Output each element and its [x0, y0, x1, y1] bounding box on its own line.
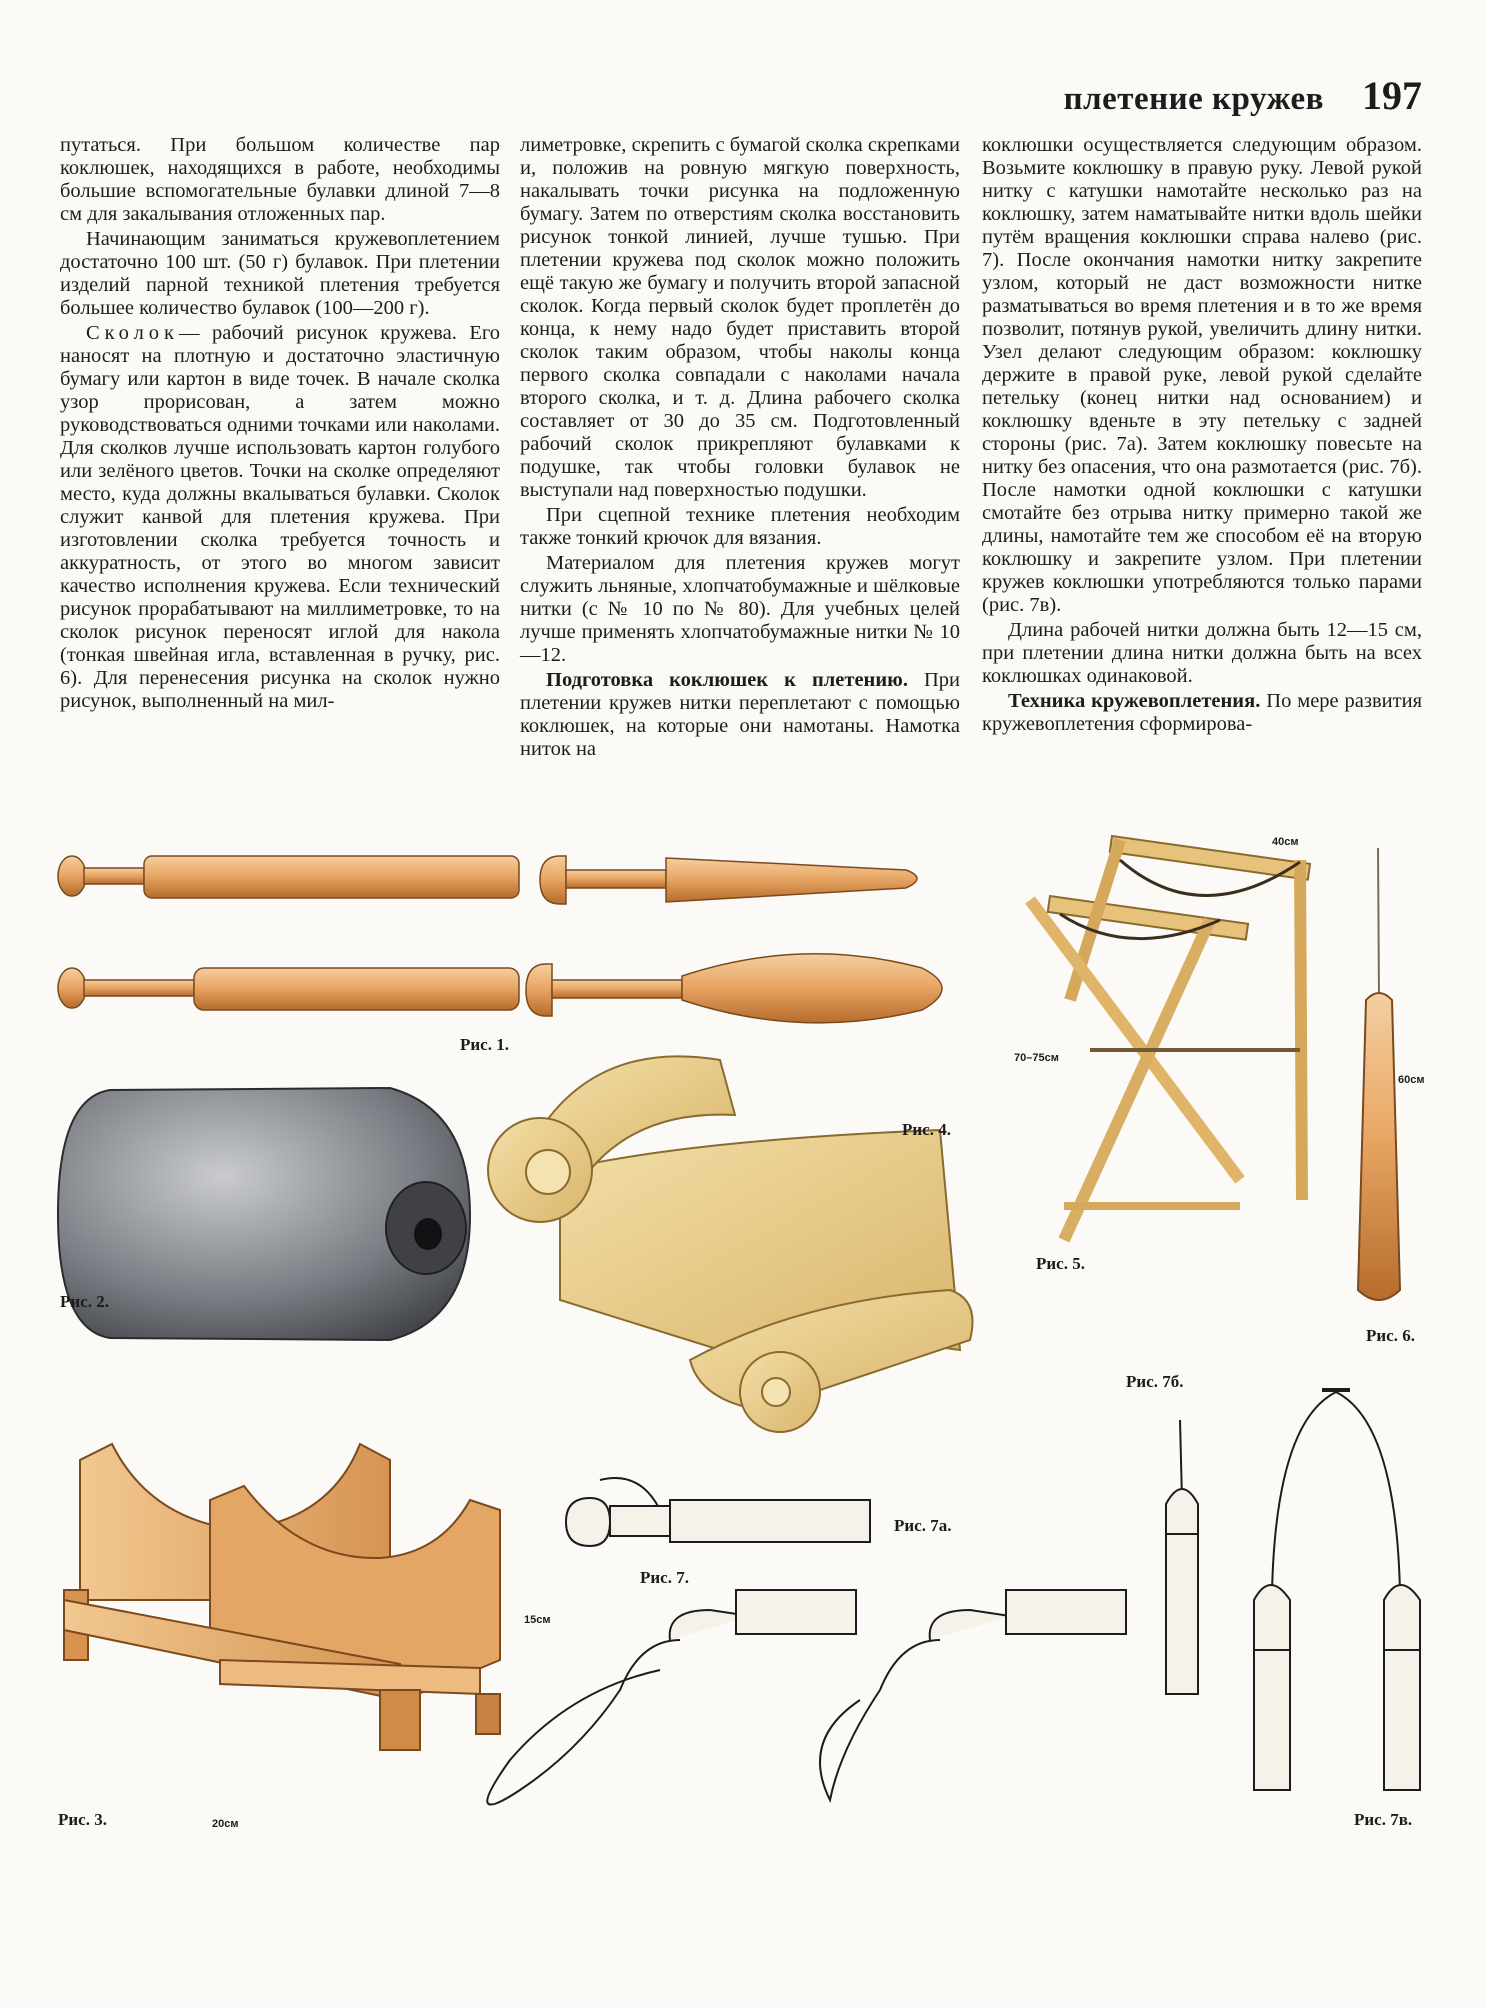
figure-caption-1: Рис. 1. [460, 1035, 509, 1054]
pricking-needle-illustration [1358, 848, 1400, 1300]
running-title: плетение кружев [1063, 81, 1324, 117]
paragraph: коклюшки осуществляется следующим образом. Возьмите коклюшку в правую руку. Левой рукой нитку с катушки намотайте несколько раз на коклюшку, затем наматывайте нитки вдоль шейки путём вращения коклюшки справа налево (рис. 7). После окончания намотки нитку закрепите узлом, который не даст возможности нитке разматываться во время плетения и в то же время позволит, потянув рукой, увеличить длину нитки. Узел делают следующим образом: коклюшку держите в правой руке, левой рукой сделайте петельку (конец нитки над основанием) и коклюшку вденьте в эту петельку с задней стороны (рис. 7а). Затем коклюшку повесьте на нитку без опасения, что она размотается (рис. 7б). После намотки одной коклюшки с катушки смотайте без отрыва нитку примерно такой же длины, намотайте тем же способом её на вторую коклюшку и закрепите узлом. При плетении кружев коклюшки употребляются только парами (рис. 7в). [982, 134, 1422, 616]
paragraph: путаться. При большом количестве пар коклюшек, находящихся в работе, необходимы большие вспомогательные булавки длиной 7—8 см для закалывания отложенных пар. [60, 134, 500, 225]
paragraph: Длина рабочей нитки должна быть 12—15 см, при плетении длина нитки должна быть на всех коклюшках одинаковой. [982, 619, 1422, 687]
figure-caption-7v: Рис. 7в. [1354, 1810, 1413, 1829]
figure-caption-3: Рис. 3. [58, 1810, 107, 1829]
paragraph: Начинающим заниматься кружевоплетением достаточно 100 шт. (50 г) булавок. При плетении изделий парной техникой плетения требуется большее количество булавок (100—200 г). [60, 228, 500, 319]
figure-caption-4: Рис. 4. [902, 1120, 951, 1139]
dimension-stand-height: 70–75см [1014, 1052, 1059, 1064]
paragraph-text: При плетении кружев нитки переплетают с помощью коклюшек, на которые они намотаны. Намотка ниток на [520, 669, 960, 760]
dimension-needle-length: 60см [1398, 1074, 1425, 1086]
pillow-illustration [58, 1088, 470, 1340]
section-heading: Техника кружевоплетения. [1008, 690, 1261, 712]
paragraph: лиметровке, скрепить с бумагой сколка скрепками и, положив на ровную мягкую поверхность, накалывать точки рисунка на подложенную бумагу. Затем по отверстиям сколка восстановить рисунок тонкой линией, лучше тушью. При плетении кружева под сколок можно положить ещё такую же бумагу и получить второй запасной сколок. Когда первый сколок будет проплетён до конца, к нему надо будет приставить второй сколок таким образом, чтобы наколы конца первого сколка совпадали с наколами начала второго сколка, и т. д. Длина рабочего сколка составляет от 30 до 35 см. Подготовленный рабочий сколок прикрепляют булавками к подушке, так чтобы головки булавок не выступали над поверхностью подушки. [520, 134, 960, 501]
bobbin-illustration [58, 856, 942, 1023]
pillow-stand-illustration [64, 1444, 500, 1750]
figure-caption-7a: Рис. 7а. [894, 1516, 952, 1535]
figure-caption-6: Рис. 6. [1366, 1326, 1415, 1345]
term-skolok: Сколок [86, 322, 180, 344]
dimension-box-width: 20см [212, 1818, 239, 1830]
figure-caption-7: Рис. 7. [640, 1568, 689, 1587]
thread-winding-illustration [487, 1390, 1420, 1805]
paragraph-text: По мере развития кружевоплетения сформирова- [982, 690, 1423, 735]
figure-caption-7b: Рис. 7б. [1126, 1372, 1184, 1391]
section-heading: Подготовка коклюшек к плетению. [546, 669, 908, 691]
cork-roll-illustration [488, 1056, 973, 1432]
figure-caption-2: Рис. 2. [60, 1292, 109, 1311]
dimension-box-height: 15см [524, 1614, 551, 1626]
paragraph: Материалом для плетения кружев могут служить льняные, хлопчатобумажные и шёлковые нитки (с № 10 по № 80). Для учебных целей лучше применять хлопчатобумажные нитки № 10—12. [520, 552, 960, 666]
dimension-stand-width: 40см [1272, 836, 1299, 848]
figure-caption-5: Рис. 5. [1036, 1254, 1085, 1273]
paragraph-text: — рабочий рисунок кружева. Его наносят на плотную и достаточно эластичную бумагу или картон в виде точек. В начале сколка узор прорисован, а затем можно руководствоваться одними точками или наколами. Для сколков лучше использовать картон голубого или зелёного цветов. Точки на сколке определяют место, куда должны вкалываться булавки. Сколок служит канвой для плетения кружева. При изготовлении сколка требуется точность и аккуратность, от этого во многом зависит качество исполнения кружева. Если технический рисунок прорабатывают на миллиметровке, то на сколок рисунок переносят иглой для накола (тонкая швейная игла, вставленная в ручку, рис. 6). Для перенесения рисунка на сколок нужно рисунок, выполненный на мил- [60, 322, 500, 712]
page-number: 197 [1362, 73, 1422, 118]
folding-stand-illustration [1030, 836, 1310, 1240]
paragraph: При сцепной технике плетения необходим также тонкий крючок для вязания. [520, 504, 960, 549]
